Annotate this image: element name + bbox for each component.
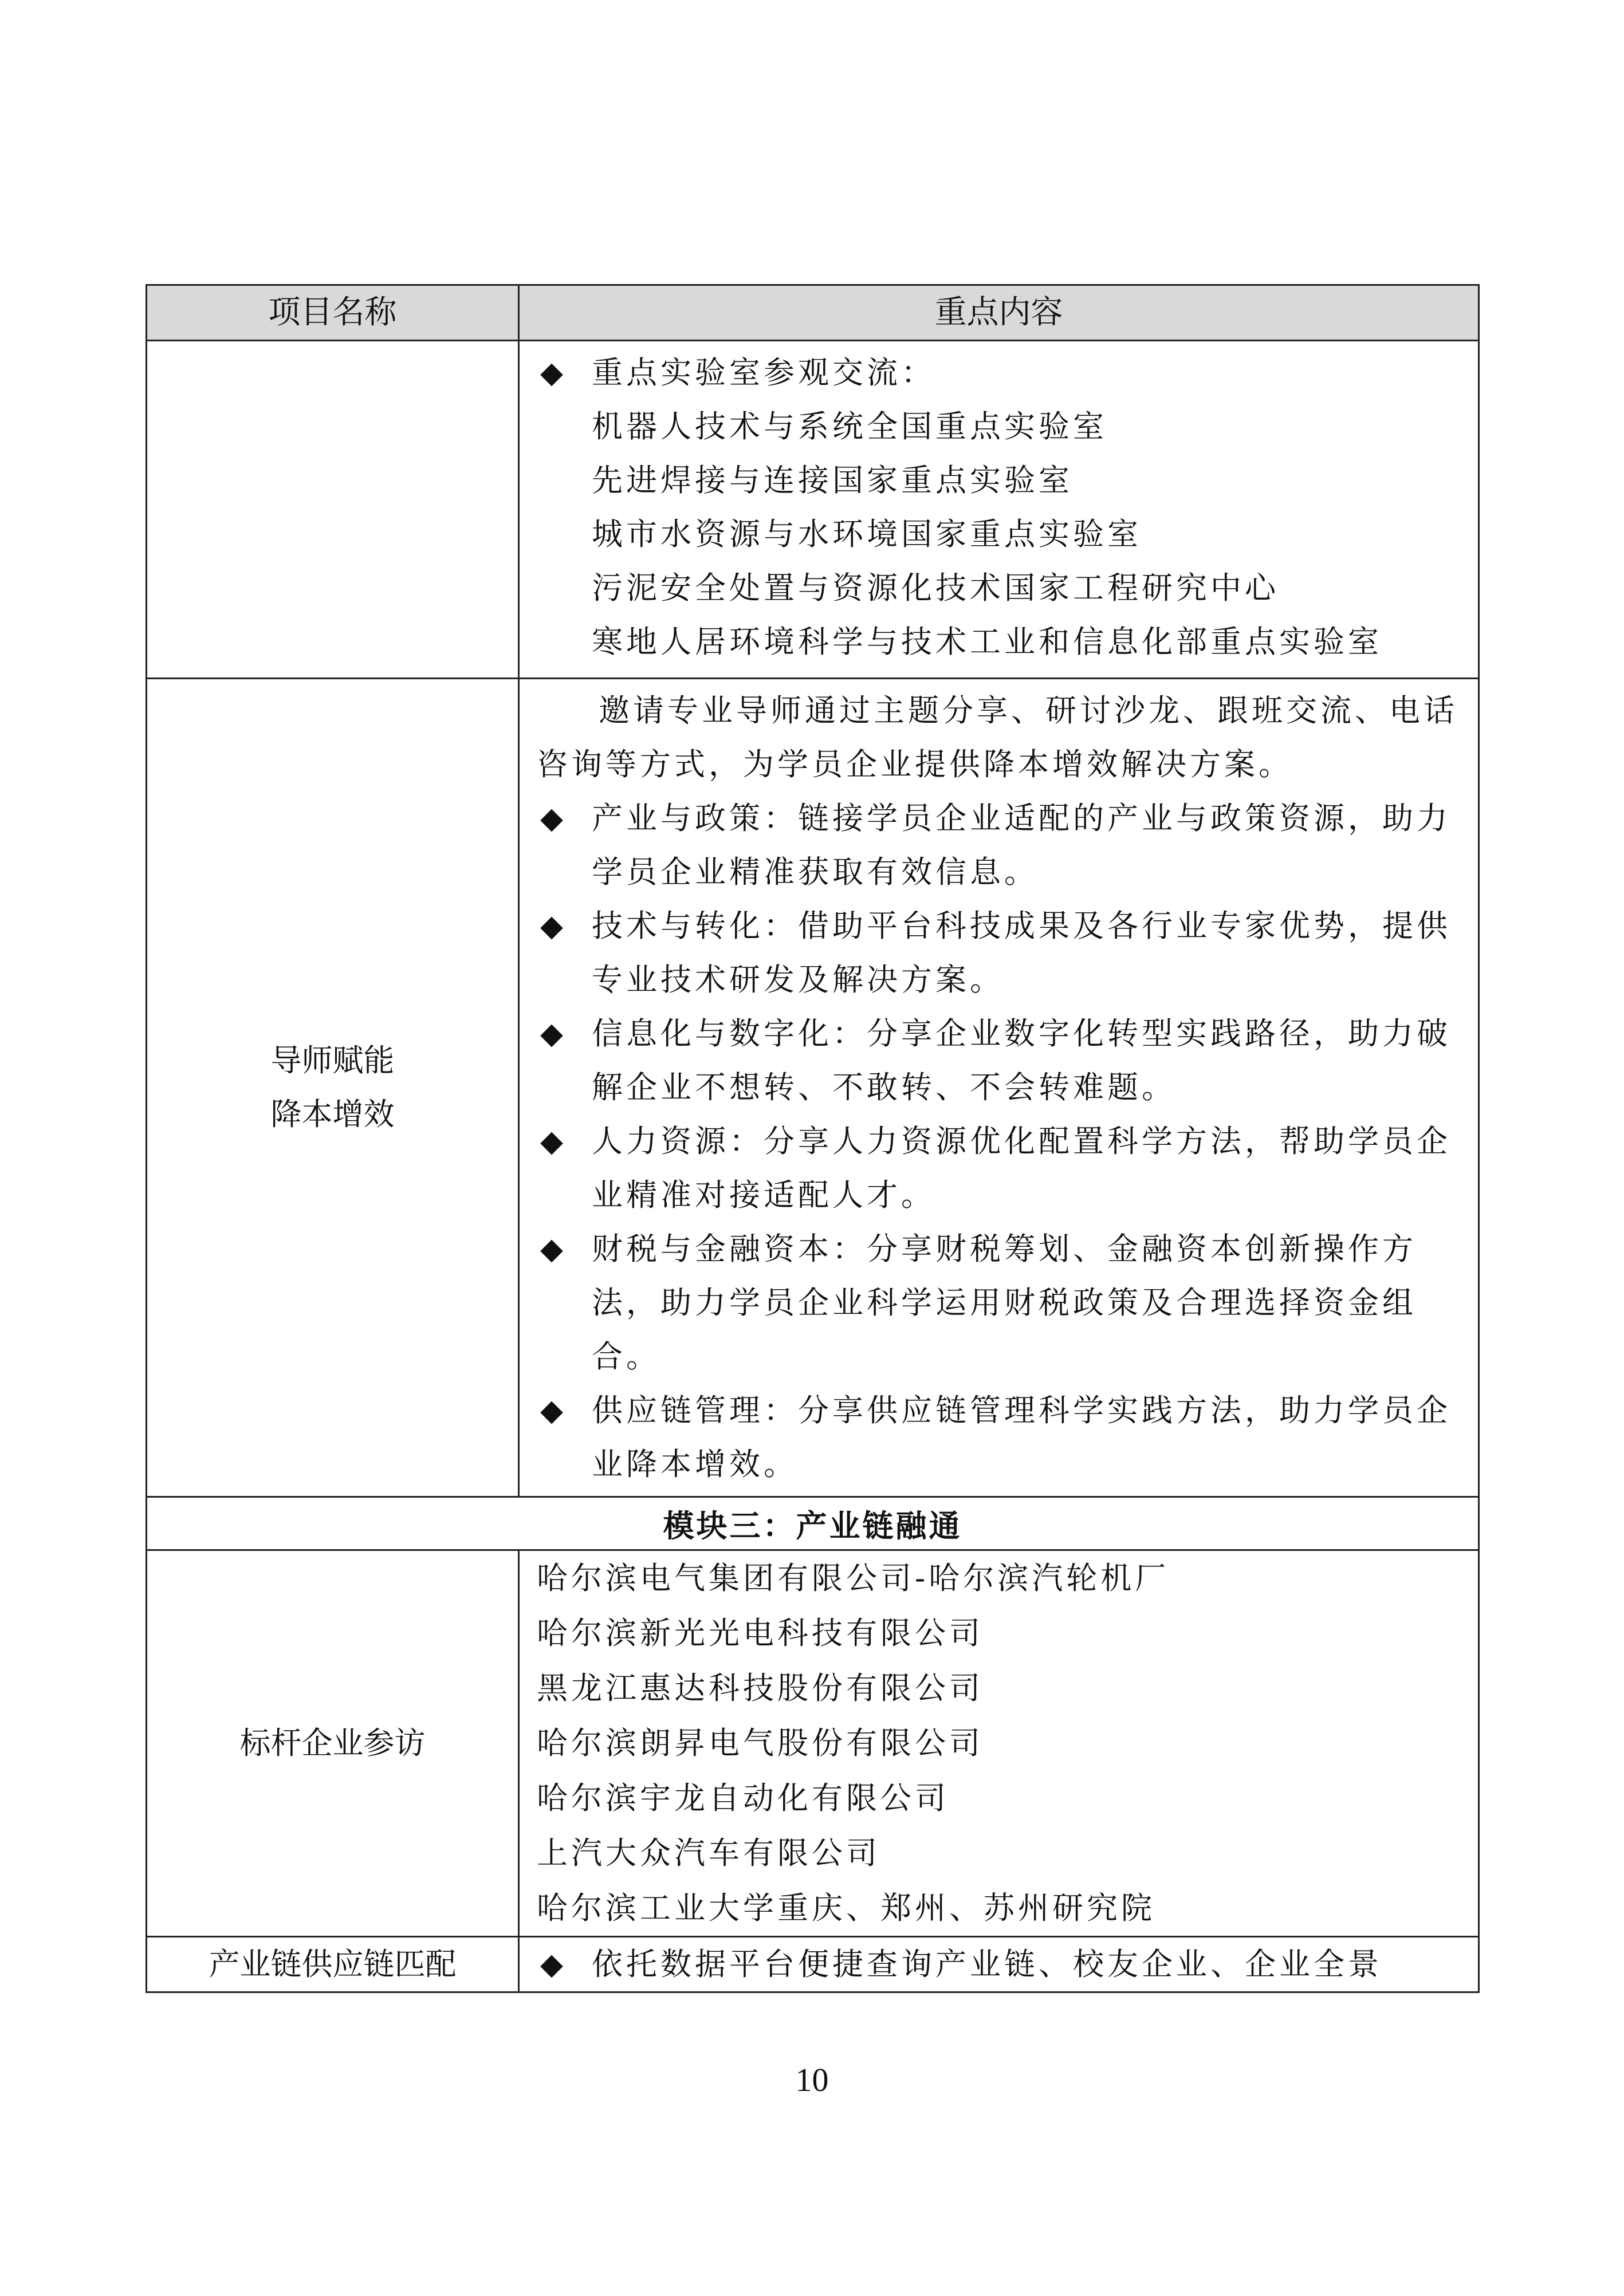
bullet-text: 供应链管理：分享供应链管理科学实践方法，助力学员企业降本增效。 bbox=[592, 1392, 1451, 1482]
row-content-supply-chain bbox=[519, 1937, 1479, 1992]
row-name-supply-chain: 产业链供应链匹配 bbox=[147, 1937, 519, 1992]
bullet-item bbox=[537, 791, 1463, 899]
table-row bbox=[147, 1550, 1479, 1937]
list-item: 机器人技术与系统全国重点实验室 bbox=[592, 408, 1107, 444]
row-content-labs bbox=[519, 341, 1479, 679]
page-number: 10 bbox=[795, 2061, 829, 2098]
list-item: 哈尔滨宇龙自动化有限公司 bbox=[537, 1780, 949, 1816]
bullet-title: 重点实验室参观交流： bbox=[592, 355, 935, 391]
list-item: 城市水资源与水环境国家重点实验室 bbox=[592, 516, 1142, 552]
row-name-benchmark: 标杆企业参访 bbox=[147, 1550, 519, 1937]
table-header-row bbox=[147, 285, 1479, 341]
table-row bbox=[147, 341, 1479, 679]
bullet-text: 财税与金融资本：分享财税筹划、金融资本创新操作方法，助力学员企业科学运用财税政策及合理选择资金组合。 bbox=[592, 1231, 1417, 1375]
list-item: 哈尔滨朗昇电气股份有限公司 bbox=[537, 1725, 984, 1761]
row-name-line: 降本增效 bbox=[270, 1096, 395, 1132]
bullet-item bbox=[537, 1222, 1463, 1384]
diamond-bullet-icon: ◆ bbox=[540, 909, 563, 943]
bullet-item bbox=[537, 1114, 1463, 1222]
list-item: 黑龙江惠达科技股份有限公司 bbox=[537, 1670, 984, 1706]
bullet-text: 产业与政策：链接学员企业适配的产业与政策资源，助力学员企业精准获取有效信息。 bbox=[592, 800, 1451, 890]
list-item: 污泥安全处置与资源化技术国家工程研究中心 bbox=[592, 570, 1279, 606]
bullet-text: 技术与转化：借助平台科技成果及各行业专家优势，提供专业技术研发及解决方案。 bbox=[592, 908, 1451, 998]
list-item: 先进焊接与连接国家重点实验室 bbox=[592, 462, 1073, 498]
bullet-item bbox=[537, 899, 1463, 1007]
header-key-content: 重点内容 bbox=[519, 285, 1479, 341]
list-item: 哈尔滨新光光电科技有限公司 bbox=[537, 1615, 984, 1651]
module-title: 模块三：产业链融通 bbox=[147, 1497, 1479, 1550]
bullet-text: 依托数据平台便捷查询产业链、校友企业、企业全景 bbox=[592, 1946, 1382, 1982]
diamond-bullet-icon: ◆ bbox=[540, 1232, 563, 1266]
bullet-item bbox=[537, 1007, 1463, 1114]
diamond-bullet-icon: ◆ bbox=[540, 1393, 563, 1428]
diamond-bullet-icon: ◆ bbox=[540, 356, 563, 390]
table-row bbox=[147, 679, 1479, 1497]
diamond-bullet-icon: ◆ bbox=[540, 1017, 563, 1051]
row-content-companies bbox=[519, 1550, 1479, 1937]
diamond-bullet-icon: ◆ bbox=[540, 1947, 563, 1982]
list-item: 哈尔滨工业大学重庆、郑州、苏州研究院 bbox=[537, 1890, 1155, 1926]
header-project-name: 项目名称 bbox=[147, 285, 519, 341]
bullet-item bbox=[537, 1384, 1463, 1491]
list-item: 寒地人居环境科学与技术工业和信息化部重点实验室 bbox=[592, 624, 1382, 660]
bullet-item bbox=[537, 1937, 1463, 1991]
intro-paragraph: 邀请专业导师通过主题分享、研讨沙龙、跟班交流、电话咨询等方式，为学员企业提供降本增效解决方案。 bbox=[537, 692, 1458, 782]
bullet-item bbox=[537, 346, 1463, 400]
row-name-line: 导师赋能 bbox=[270, 1042, 395, 1078]
module-row bbox=[147, 1497, 1479, 1550]
diamond-bullet-icon: ◆ bbox=[540, 801, 563, 836]
diamond-bullet-icon: ◆ bbox=[540, 1124, 563, 1159]
bullet-text: 人力资源：分享人力资源优化配置科学方法，帮助学员企业精准对接适配人才。 bbox=[592, 1123, 1451, 1213]
bullet-text: 信息化与数字化：分享企业数字化转型实践路径，助力破解企业不想转、不敢转、不会转难题。 bbox=[592, 1015, 1451, 1105]
list-item: 哈尔滨电气集团有限公司-哈尔滨汽轮机厂 bbox=[537, 1560, 1170, 1596]
content-table bbox=[146, 284, 1480, 1993]
row-name-empty bbox=[147, 341, 519, 679]
row-content-mentor bbox=[519, 679, 1479, 1497]
row-name-mentor bbox=[147, 679, 519, 1497]
table-row bbox=[147, 1937, 1479, 1992]
list-item: 上汽大众汽车有限公司 bbox=[537, 1835, 880, 1871]
